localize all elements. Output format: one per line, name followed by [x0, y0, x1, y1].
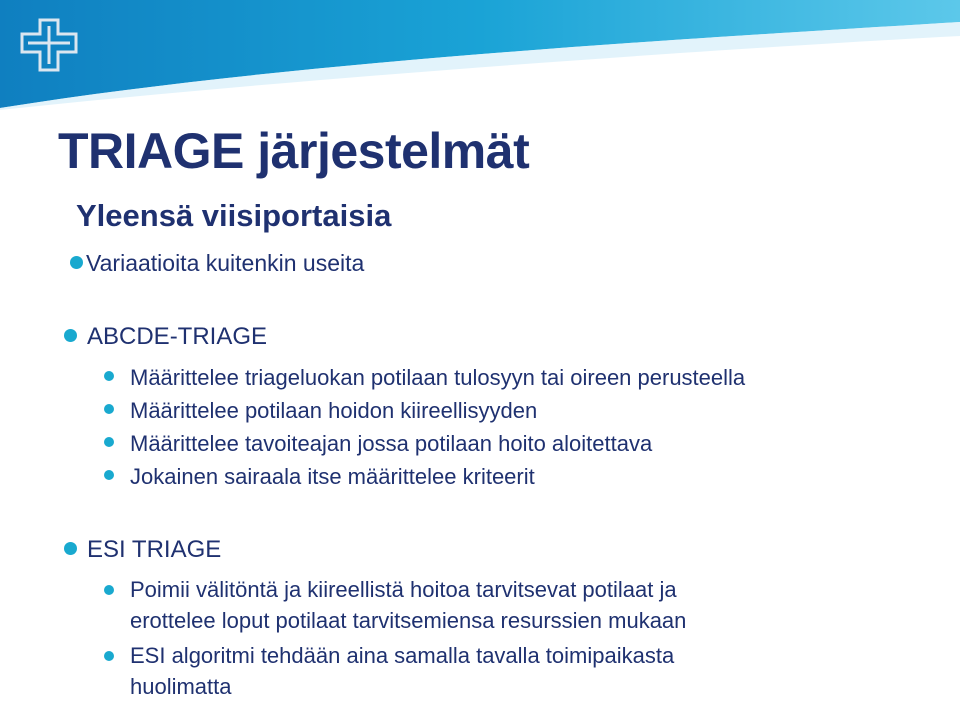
cross-logo-icon — [18, 16, 80, 74]
list-item-text-line-1: Poimii välitöntä ja kiireellistä hoitoa tarvitsevat potilaat ja — [130, 577, 677, 602]
list-item-text-line-1: ESI algoritmi tehdään aina samalla tavalla toimipaikasta — [130, 643, 675, 668]
bullet-dot-icon — [104, 470, 114, 480]
section-title-text: ABCDE-TRIAGE — [87, 323, 268, 350]
list-item-text: Jokainen sairaala itse määrittelee kriteerit — [130, 464, 535, 489]
list-item-text: Määrittelee potilaan hoidon kiireellisyyden — [130, 398, 538, 423]
variation-line — [70, 250, 364, 277]
list-item-text-line-2: huolimatta — [130, 674, 232, 699]
list-item — [104, 574, 686, 636]
list-item-text-line-2: erottelee loput potilaat tarvitsemiensa resurssien mukaan — [130, 608, 687, 633]
esi-bullet-list — [104, 574, 686, 702]
section-title-abcde — [64, 323, 267, 351]
list-item-text: Määrittelee triageluokan potilaan tulosyyn tai oireen perusteella — [130, 365, 746, 390]
list-item — [104, 640, 686, 702]
list-item-text: Määrittelee tavoiteajan jossa potilaan hoito aloitettava — [130, 431, 653, 456]
bullet-dot-icon — [70, 256, 83, 269]
slide-subtitle: Yleensä viisiportaisia — [76, 198, 392, 233]
bullet-dot-icon — [104, 651, 114, 661]
bullet-dot-icon — [64, 542, 77, 555]
section-title-esi — [64, 536, 221, 564]
list-item — [104, 460, 745, 493]
bullet-dot-icon — [104, 404, 114, 414]
abcde-bullet-list — [104, 361, 745, 493]
section-title-text: ESI TRIAGE — [87, 536, 222, 563]
list-item — [104, 427, 745, 460]
header-band — [0, 0, 960, 110]
list-item — [104, 361, 745, 394]
list-item — [104, 394, 745, 427]
bullet-dot-icon — [104, 437, 114, 447]
slide-title: TRIAGE järjestelmät — [58, 123, 530, 179]
bullet-dot-icon — [64, 329, 77, 342]
bullet-dot-icon — [104, 585, 114, 595]
bullet-dot-icon — [104, 371, 114, 381]
variation-text: Variaatioita kuitenkin useita — [86, 250, 365, 276]
